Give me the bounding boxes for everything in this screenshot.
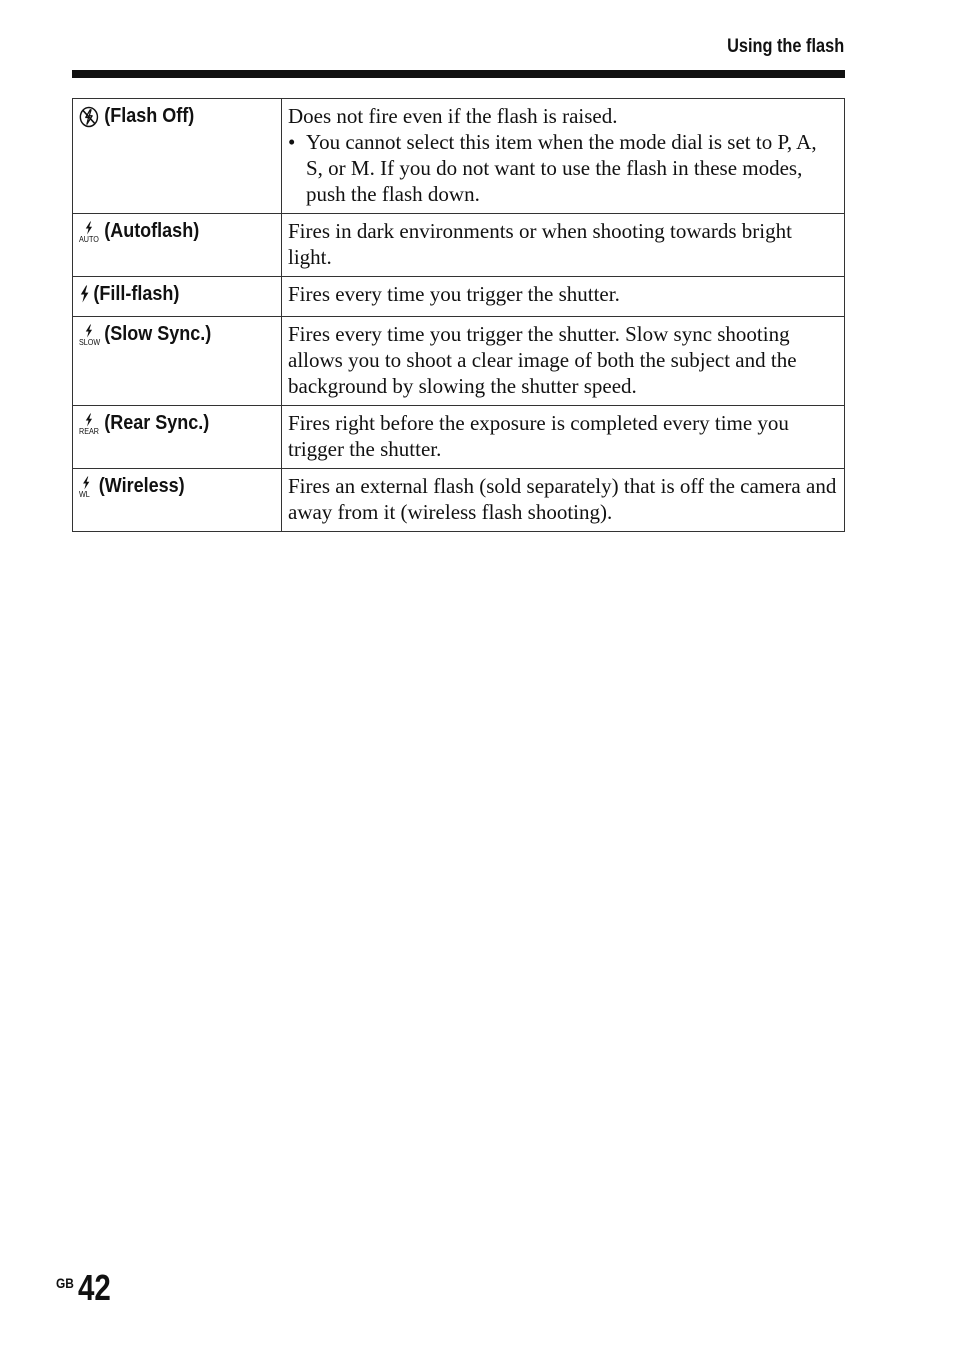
description-cell <box>282 277 845 317</box>
mode-description: Fires every time you trigger the shutter. <box>288 282 620 306</box>
table-row <box>73 214 845 277</box>
page-number <box>56 1266 118 1310</box>
mode-cell <box>73 277 282 317</box>
mode-label: (Wireless) <box>98 475 185 497</box>
mode-description: Fires right before the exposure is completed every time you trigger the shutter. <box>288 411 789 461</box>
description-cell <box>282 99 845 214</box>
flash-slow-icon: SLOW <box>79 324 99 348</box>
flash-wireless-icon: WL <box>79 476 93 500</box>
table-row <box>73 277 845 317</box>
running-header: Using the flash <box>726 36 844 57</box>
description-cell <box>282 214 845 277</box>
table-row <box>73 469 845 532</box>
mode-description: Fires an external flash (sold separately) that is off the camera and away from it (wireless flash shooting). <box>288 474 837 524</box>
mode-label: (Slow Sync.) <box>104 323 212 345</box>
mode-description: Fires every time you trigger the shutter. Slow sync shooting allows you to shoot a clear image of both the subject and the background by slowing the shutter speed. <box>288 322 797 398</box>
mode-cell <box>73 317 282 406</box>
description-cell <box>282 317 845 406</box>
mode-cell <box>73 406 282 469</box>
bullet-mark: • <box>288 130 296 154</box>
page-num: 42 <box>78 1267 111 1308</box>
flash-mode-table <box>72 98 845 532</box>
mode-description: Does not fire even if the flash is raised. <box>288 104 618 128</box>
mode-label: (Fill-flash) <box>93 283 180 305</box>
description-cell <box>282 469 845 532</box>
bullet-text: You cannot select this item when the mode dial is set to P, A, S, or M. If you do not want to use the flash in these modes, push the flash down. <box>306 130 817 206</box>
mode-cell <box>73 469 282 532</box>
mode-label: (Flash Off) <box>104 105 195 127</box>
mode-description: Fires in dark environments or when shooting towards bright light. <box>288 219 792 269</box>
mode-label: (Autoflash) <box>104 220 200 242</box>
flash-icon <box>79 284 90 310</box>
description-cell <box>282 406 845 469</box>
table-row <box>73 99 845 214</box>
flash-auto-icon: AUTO <box>79 221 99 245</box>
table-row <box>73 406 845 469</box>
flash-off-icon <box>79 106 99 135</box>
page-prefix: GB <box>56 1275 74 1291</box>
flash-rear-icon: REAR <box>79 413 99 437</box>
table-row <box>73 317 845 406</box>
mode-cell <box>73 214 282 277</box>
mode-label: (Rear Sync.) <box>104 412 210 434</box>
mode-cell <box>73 99 282 214</box>
header-rule <box>72 70 845 78</box>
bullet-note <box>288 129 838 207</box>
